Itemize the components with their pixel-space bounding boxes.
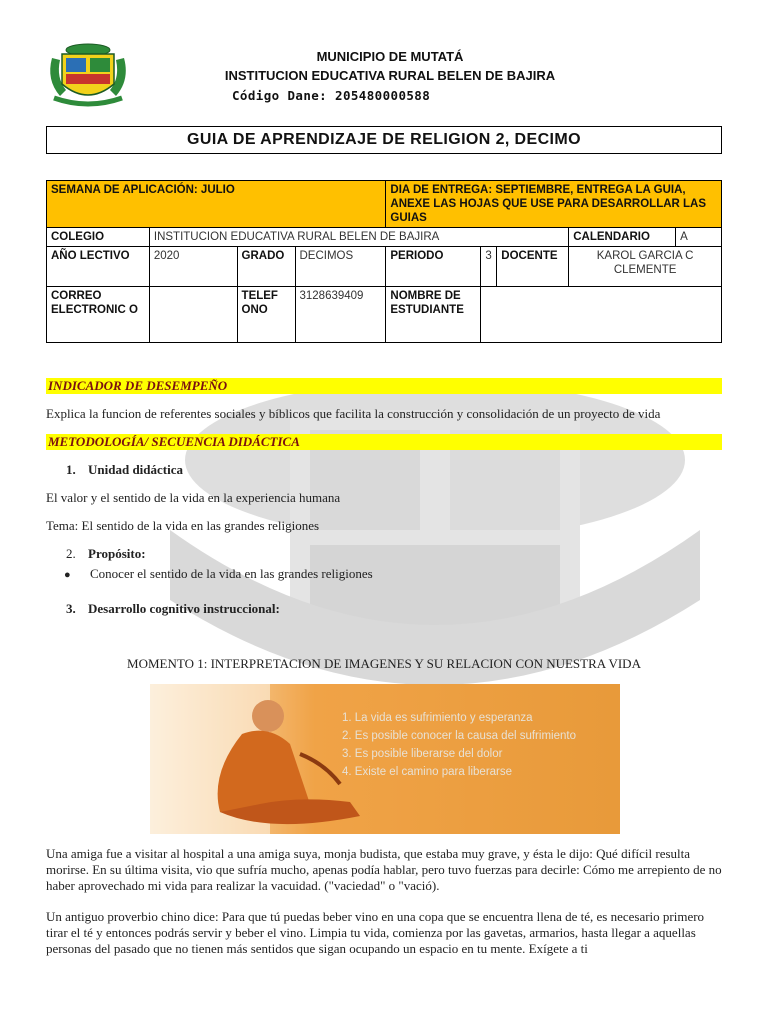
- momento-heading: MOMENTO 1: INTERPRETACION DE IMAGENES Y SU RELACION CON NUESTRA VIDA: [127, 656, 641, 671]
- codigo-dane: Código Dane: 205480000588: [232, 88, 431, 103]
- colegio-label: COLEGIO: [47, 228, 150, 247]
- item-number: 1.: [66, 462, 76, 477]
- school-shield-logo: [46, 40, 130, 108]
- bullet-text: Conocer el sentido de la vida en las grandes religiones: [90, 566, 373, 581]
- docente-label: DOCENTE: [497, 247, 569, 287]
- periodo-label: PERIODO: [386, 247, 481, 287]
- illustration-item: 3. Es posible liberarse del dolor: [342, 748, 503, 760]
- telefono-label: TELEF ONO: [237, 287, 295, 343]
- calendario-label: CALENDARIO: [569, 228, 676, 247]
- item-desarrollo: [66, 601, 280, 617]
- municipio-title: MUNICIPIO DE MUTATÁ: [316, 49, 464, 64]
- illustration-item: 4. Existe el camino para liberarse: [342, 766, 513, 778]
- guide-title: GUIA DE APRENDIZAJE DE RELIGION 2, DECIMO: [46, 126, 722, 154]
- ano-label: AÑO LECTIVO: [47, 247, 150, 287]
- grado-label: GRADO: [237, 247, 295, 287]
- bullet-icon: ●: [64, 569, 71, 581]
- grado-value: DECIMOS: [295, 247, 386, 287]
- colegio-value: INSTITUCION EDUCATIVA RURAL BELEN DE BAJIRA: [149, 228, 568, 247]
- item-number: 2.: [66, 546, 76, 561]
- indicador-heading: INDICADOR DE DESEMPEÑO: [46, 378, 722, 394]
- proposito-bullet: [64, 566, 373, 583]
- ano-value: 2020: [149, 247, 237, 287]
- docente-value: KAROL GARCIA C CLEMENTE: [569, 247, 722, 287]
- nombre-label: NOMBRE DE ESTUDIANTE: [386, 287, 481, 343]
- periodo-value: 3: [481, 247, 497, 287]
- buddhist-monk-illustration: [150, 684, 620, 834]
- entrega-cell: DIA DE ENTREGA: SEPTIEMBRE, ENTREGA LA GUIA, ANEXE LAS HOJAS QUE USE PARA DESARROLLAR LAS GUIAS: [386, 181, 722, 228]
- institution-name: INSTITUCION EDUCATIVA RURAL BELEN DE BAJIRA: [224, 68, 556, 83]
- calendario-value: A: [676, 228, 722, 247]
- illustration-item: 2. Es posible conocer la causa del sufrimiento: [342, 730, 576, 742]
- item-label: Propósito:: [88, 546, 146, 561]
- valor-text: El valor y el sentido de la vida en la experiencia humana: [46, 490, 341, 505]
- semana-cell: SEMANA DE APLICACIÓN: JULIO: [47, 181, 386, 228]
- story-paragraph: Una amiga fue a visitar al hospital a una amiga suya, monja budista, que estaba muy grave, y ésta le dijo: Qué difícil resulta morirse. En su última visita, vio que sufría mucho, apenas podía hablar, pero tuvo fuerzas para decirle: Cómo me arrepiento de no haber aprovechado mi vida para realizar la vacuidad. ("vaciedad" o "vació).: [46, 846, 722, 893]
- correo-value[interactable]: [149, 287, 237, 343]
- indicador-text: Explica la funcion de referentes sociales y bíblicos que facilita la construcción y consolidación de un proyecto de vida: [46, 406, 661, 421]
- metodologia-heading: METODOLOGÍA/ SECUENCIA DIDÁCTICA: [46, 434, 722, 450]
- correo-label: CORREO ELECTRONIC O: [47, 287, 150, 343]
- illustration-item: 1. La vida es sufrimiento y esperanza: [342, 712, 533, 724]
- info-table: [46, 180, 722, 343]
- item-label: Unidad didáctica: [88, 462, 183, 477]
- item-label: Desarrollo cognitivo instruccional:: [88, 601, 280, 616]
- item-unidad: [66, 462, 183, 478]
- item-number: 3.: [66, 601, 76, 616]
- item-proposito: [66, 546, 146, 562]
- proverb-paragraph: Un antiguo proverbio chino dice: Para que tú puedas beber vino en una copa que se encuentra llena de té, es necesario primero tirar el té y entonces podrás servir y beber el vino. Limpia tu vida, comienza por las gavetas, armarios, hasta llegar a aquellas personas del pasado que no tienen más sentidos que sigan ocupando un espacio en tu mente. Exígete a ti: [46, 909, 705, 956]
- telefono-value: 3128639409: [295, 287, 386, 343]
- tema-text: Tema: El sentido de la vida en las grandes religiones: [46, 518, 320, 533]
- nombre-value[interactable]: [481, 287, 722, 343]
